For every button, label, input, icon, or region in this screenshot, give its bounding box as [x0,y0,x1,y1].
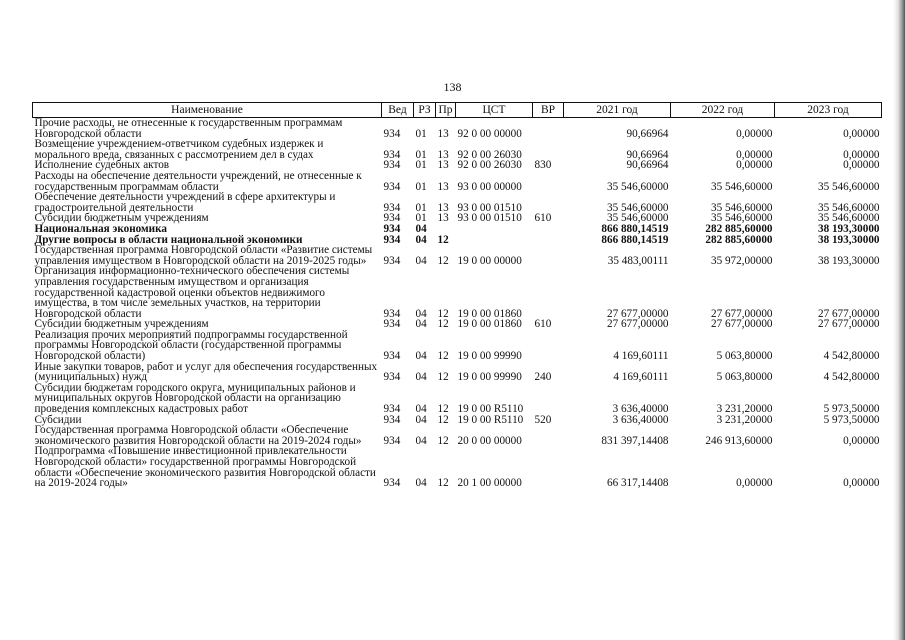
cell-ved: 934 [383,318,401,331]
cell-2022: 27 677,00000 [710,307,773,320]
cell-2023: 35 546,60000 [817,212,880,225]
cell-vr [533,192,564,213]
cell-ved: 934 [383,180,401,193]
page-number: 138 [443,80,462,94]
cell-2022: 0,00000 [736,477,773,490]
cell-2022: 0,00000 [736,159,773,172]
cell-2021: 90,66964 [626,159,669,172]
cell-cst: 19 0 00 99990 [457,371,522,384]
cell-rz: 01 [415,148,427,161]
cell-2023: 4 542,80000 [823,371,880,384]
cell-2022: 27 677,00000 [710,318,773,331]
cell-vr [533,171,564,192]
cell-cst: 92 0 00 26030 [457,148,522,161]
header-2021: 2021 год [564,103,671,118]
cell-pr: 12 [437,318,449,331]
cell-rz: 04 [415,413,427,426]
table-row [33,362,882,383]
cell-2021: 3 636,40000 [612,413,669,426]
cell-rz: 04 [415,222,427,235]
cell-cst: 93 0 00 00000 [457,180,522,193]
cell-rz: 04 [415,233,427,246]
cell-name: Исполнение судебных актов [34,159,170,172]
cell-name: Субсидии [34,413,82,426]
cell-pr: 12 [437,254,449,267]
cell-2022: 0,00000 [736,127,773,140]
header-cst: ЦСТ [456,103,533,118]
table-row [33,330,882,362]
table-row [33,245,882,266]
cell-rz: 01 [415,180,427,193]
cell-2023: 4 542,80000 [823,350,880,363]
cell-ved: 934 [383,127,401,140]
cell-2021: 866 880,14519 [601,222,669,235]
cell-vr [533,383,564,415]
cell-2023: 27 677,00000 [817,307,880,320]
cell-2021: 35 546,60000 [606,212,669,225]
cell-2023: 35 546,60000 [817,201,880,214]
cell-name: Национальная экономика [34,222,167,235]
cell-rz: 01 [415,159,427,172]
cell-ved: 934 [383,254,401,267]
cell-pr: 13 [437,201,449,214]
cell-name: Другие вопросы в области национальной экономики [34,233,303,246]
header-rz: РЗ [414,103,436,118]
cell-name: Субсидии бюджетным учреждениям [34,212,209,225]
cell-2022: 35 546,60000 [710,212,773,225]
cell-2021: 3 636,40000 [612,403,669,416]
cell-vr [533,245,564,266]
cell-name: Иные закупки товаров, работ и услуг для обеспечения государственных (муниципальных) нужд [34,360,378,384]
cell-pr: 13 [437,127,449,140]
header-vr: ВР [533,103,564,118]
cell-2021: 27 677,00000 [606,307,669,320]
cell-name: Реализация прочих мероприятий подпрограммы государственной программы Новгородской области (государственной программы Новгородской области) [34,328,348,363]
cell-2023: 27 677,00000 [817,318,880,331]
cell-pr: 12 [437,434,449,447]
cell-pr: 12 [437,233,449,246]
cell-2022: 3 231,20000 [716,413,773,426]
cell-2022: 282 885,60000 [705,233,773,246]
cell-cst [456,224,533,235]
cell-ved: 934 [383,434,401,447]
cell-pr: 12 [437,371,449,384]
cell-2021: 35 546,60000 [606,201,669,214]
header-row [33,103,882,118]
cell-2022: 0,00000 [736,148,773,161]
cell-vr: 830 [534,159,552,172]
table-row [33,171,882,192]
cell-pr: 13 [437,180,449,193]
cell-vr: 610 [534,318,552,331]
cell-ved: 934 [383,477,401,490]
cell-2022: 35 546,60000 [710,201,773,214]
cell-2023: 38 193,30000 [817,254,880,267]
cell-pr: 12 [437,477,449,490]
budget-table [32,102,882,489]
cell-2021: 4 169,60111 [613,350,669,363]
cell-rz: 04 [415,318,427,331]
cell-2021: 831 397,14408 [601,434,669,447]
cell-2021: 90,66964 [626,127,669,140]
cell-2021: 35 546,60000 [606,180,669,193]
cell-cst: 19 0 00 R5110 [457,403,524,416]
cell-2023: 38 193,30000 [817,222,880,235]
cell-ved: 934 [383,148,401,161]
cell-name: Расходы на обеспечение деятельности учреждений, не отнесенные к государственным программам области [34,169,362,193]
cell-2022: 246 913,60000 [705,434,773,447]
cell-rz: 01 [415,127,427,140]
cell-pr: 12 [437,413,449,426]
cell-name: Субсидии бюджетным учреждениям [34,318,209,331]
cell-vr [533,425,564,446]
cell-vr [533,235,564,246]
scan-edge-shadow [893,0,905,640]
cell-ved: 934 [383,233,401,246]
cell-vr [533,330,564,362]
cell-2021: 90,66964 [626,148,669,161]
cell-cst: 19 0 00 R5110 [457,413,524,426]
cell-ved: 934 [383,307,401,320]
table-row [33,224,882,235]
cell-cst: 93 0 00 01510 [457,201,522,214]
cell-2021: 35 483,00111 [607,254,669,267]
cell-ved: 934 [383,403,401,416]
cell-rz: 04 [415,403,427,416]
table-row [33,266,882,319]
cell-vr: 610 [534,212,552,225]
cell-name: Государственная программа Новгородской области «Развитие системы управления имуществом в Новгородской области на 2019-2025 годы» [34,244,373,267]
cell-vr [533,446,564,488]
cell-rz: 01 [415,212,427,225]
cell-2022: 35 546,60000 [710,180,773,193]
cell-ved: 934 [383,371,401,384]
table-row [33,446,882,488]
cell-cst: 19 0 00 01860 [457,318,522,331]
header-pr: Пр [436,103,456,118]
cell-rz: 04 [415,254,427,267]
cell-2023: 38 193,30000 [817,233,880,246]
cell-2023: 5 973,50000 [823,413,880,426]
cell-vr [533,224,564,235]
cell-2022: 35 972,00000 [710,254,773,267]
cell-cst: 19 0 00 99990 [457,350,522,363]
cell-ved: 934 [383,212,401,225]
cell-pr: 12 [437,350,449,363]
cell-pr: 13 [437,212,449,225]
cell-ved: 934 [383,222,401,235]
cell-2021: 866 880,14519 [601,233,669,246]
table-row [33,192,882,213]
cell-2023: 0,00000 [843,127,880,140]
cell-rz: 04 [415,307,427,320]
cell-2021: 27 677,00000 [606,318,669,331]
cell-rz: 04 [415,350,427,363]
cell-vr: 240 [534,371,552,384]
cell-ved: 934 [383,413,401,426]
header-2022: 2022 год [671,103,775,118]
cell-cst [456,235,533,246]
cell-name: Организация информационно-технического обеспечения системы управления государственным имуществом и организация государственной кадастровой оценки объектов недвижимого имущества, в том числе земельных участков, на территории Новгородской области [34,265,350,320]
cell-cst: 20 0 00 00000 [457,434,522,447]
cell-cst: 92 0 00 26030 [457,159,522,172]
cell-2021: 66 317,14408 [606,477,669,490]
header-name: Наименование [33,103,382,118]
table-row [33,383,882,415]
cell-name: Подпрограмма «Повышение инвестиционной привлекательности Новгородской области» государственной программы Новгородской области «Обеспечение экономического развития Новгородской области на 2019-2024 годы» [34,445,376,490]
cell-pr: 13 [437,159,449,172]
cell-2022: 5 063,80000 [716,371,773,384]
cell-vr [533,266,564,319]
cell-2022: 282 885,60000 [705,222,773,235]
cell-rz: 04 [415,371,427,384]
table-row [33,118,882,140]
cell-pr: 12 [437,403,449,416]
cell-cst: 19 0 00 00000 [457,254,522,267]
cell-name: Возмещение учреждением-ответчиком судебных издержек и морального вреда, связанных с рассмотрением дел в судах [34,138,324,161]
cell-name: Субсидии бюджетам городского округа, муниципальных районов и муниципальных округов Новгородской области на организацию проведения комплексных кадастровых работ [34,381,356,416]
cell-vr [533,139,564,160]
cell-2023: 0,00000 [843,148,880,161]
header-2023: 2023 год [775,103,882,118]
cell-vr: 520 [534,413,552,426]
cell-name: Государственная программа Новгородской области «Обеспечение экономического развития Новгородской области на 2019-2024 годы» [34,424,362,447]
table-row [33,139,882,160]
cell-vr [533,118,564,140]
cell-name: Обеспечение деятельности учреждений в сфере архитектуры и градостроительной деятельности [34,191,336,214]
cell-ved: 934 [383,350,401,363]
cell-2022: 5 063,80000 [716,350,773,363]
cell-rz: 04 [415,434,427,447]
cell-pr: 12 [437,307,449,320]
cell-rz: 01 [415,201,427,214]
cell-2023: 0,00000 [843,434,880,447]
cell-2021: 4 169,60111 [613,371,669,384]
cell-rz: 04 [415,477,427,490]
table-row [33,425,882,446]
cell-ved: 934 [383,159,401,172]
cell-pr: 13 [437,148,449,161]
cell-2023: 0,00000 [843,159,880,172]
cell-name: Прочие расходы, не отнесенные к государственным программам Новгородской области [34,117,343,140]
cell-pr [436,224,456,235]
cell-2022: 3 231,20000 [716,403,773,416]
cell-2023: 35 546,60000 [817,180,880,193]
cell-cst: 19 0 00 01860 [457,307,522,320]
cell-2023: 0,00000 [843,477,880,490]
cell-cst: 92 0 00 00000 [457,127,522,140]
cell-2023: 5 973,50000 [823,403,880,416]
cell-ved: 934 [383,201,401,214]
header-ved: Вед [382,103,414,118]
cell-cst: 93 0 00 01510 [457,212,522,225]
cell-cst: 20 1 00 00000 [457,477,522,490]
